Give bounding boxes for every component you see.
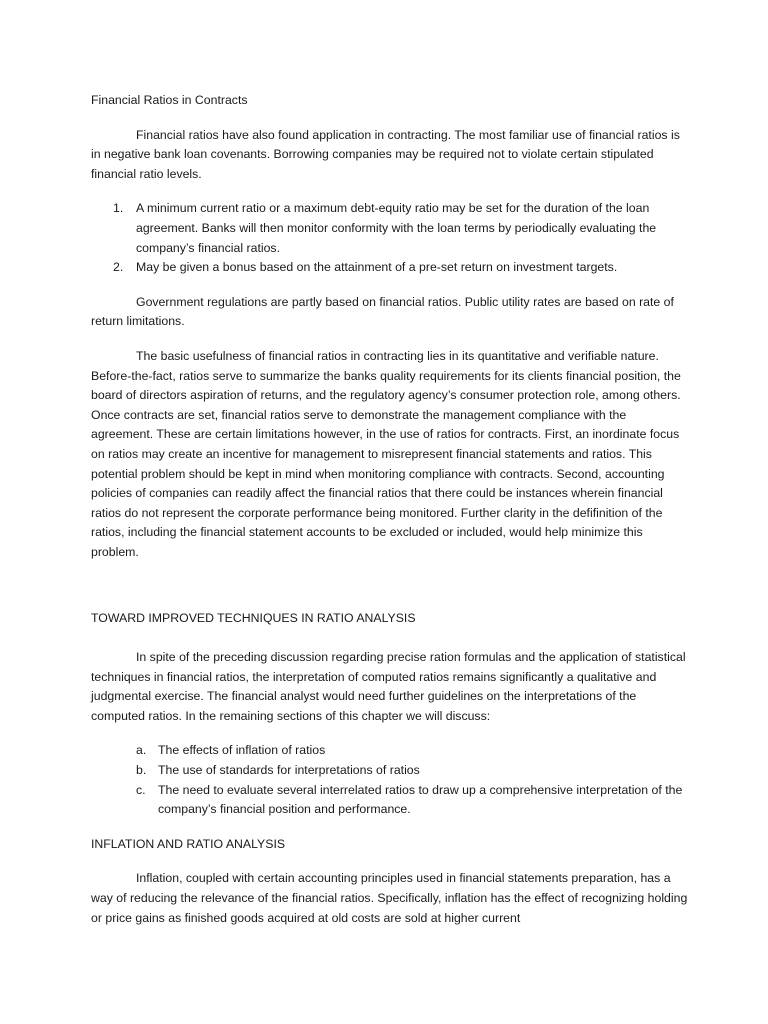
list-marker: 2. [113, 260, 124, 275]
section-heading-financial-ratios-in-contracts: Financial Ratios in Contracts [91, 93, 248, 107]
list-item-text: A minimum current ratio or a maximum debt-equity ratio may be set for the duration of the loan agreement. Banks will then monitor conformity with the loan terms by periodically evaluating the company’s financial ratios. [136, 201, 657, 255]
list-item-text: The use of standards for interpretations of ratios [158, 763, 420, 778]
section-heading-improved-techniques: TOWARD IMPROVED TECHNIQUES IN RATIO ANALYSIS [91, 611, 416, 626]
list-marker: c. [136, 782, 146, 797]
list-item [91, 258, 688, 278]
spacer [91, 726, 688, 741]
paragraph-preceding-discussion: In spite of the preceding discussion regarding precise ration formulas and the application of statistical techniques in financial ratios, the interpretation of computed ratios remains significantly a qualitative and judgmental exercise. The financial analyst would need further guidelines on the interpretations of the computed ratios. In the remaining sections of this chapter we will discuss: [91, 650, 686, 723]
numbered-list-covenants [91, 199, 688, 277]
spacer [91, 184, 688, 199]
list-item-text: The need to evaluate several interrelated ratios to draw up a comprehensive interpretation of the company’s financial position and performance. [158, 782, 683, 817]
list-marker: a. [136, 743, 147, 758]
list-item-text: The effects of inflation of ratios [158, 743, 326, 758]
list-item [91, 199, 688, 258]
list-marker: b. [136, 763, 147, 778]
list-item [91, 761, 688, 781]
paragraph-basic-usefulness: The basic usefulness of financial ratios in contracting lies in its quantitative and verifiable nature. Before-the-fact, ratios serve to summarize the banks quality requirements for its clients financial position, the board of directors aspiration of returns, and the regulatory agency’s consumer protection role, among others. Once contracts are set, financial ratios serve to demonstrate the management compliance with the agreement. These are certain limitations however, in the use of ratios for contracts. First, an inordinate focus on ratios may create an incentive for management to misrepresent financial statements and ratios. This potential problem should be kept in mind when monitoring compliance with contracts. Second, accounting policies of companies can readily affect the financial ratios that there could be instances wherein financial ratios do not represent the corporate performance being monitored. Further clarity in the defifinition of the ratios, including the financial statement accounts to be excluded or included, would help minimize this problem. [91, 348, 681, 559]
paragraph-contracting-intro: Financial ratios have also found application in contracting. The most familiar use of financial ratios is in negative bank loan covenants. Borrowing companies may be required not to violate certain stipulated financial ratio levels. [91, 127, 680, 181]
spacer [91, 820, 688, 835]
list-item-text: May be given a bonus based on the attainment of a pre-set return on investment targets. [136, 260, 618, 275]
paragraph-inflation: Inflation, coupled with certain accounting principles used in financial statements preparation, has a way of reducing the relevance of the financial ratios. Specifically, inflation has the effect of recognizing holding or price gains as finished goods acquired at old costs are sold at higher current [91, 871, 688, 925]
spacer [91, 854, 688, 869]
list-item [91, 781, 688, 820]
section-heading-inflation: INFLATION AND RATIO ANALYSIS [91, 836, 286, 851]
spacer [91, 629, 688, 648]
list-item [91, 741, 688, 761]
list-marker: 1. [113, 201, 124, 216]
spacer [91, 278, 688, 293]
spacer [91, 332, 688, 347]
spacer [91, 111, 688, 126]
spacer [91, 562, 688, 609]
lettered-list-topics [91, 741, 688, 819]
paragraph-government-regulations: Government regulations are partly based on financial ratios. Public utility rates are based on rate of return limitations. [91, 294, 674, 329]
